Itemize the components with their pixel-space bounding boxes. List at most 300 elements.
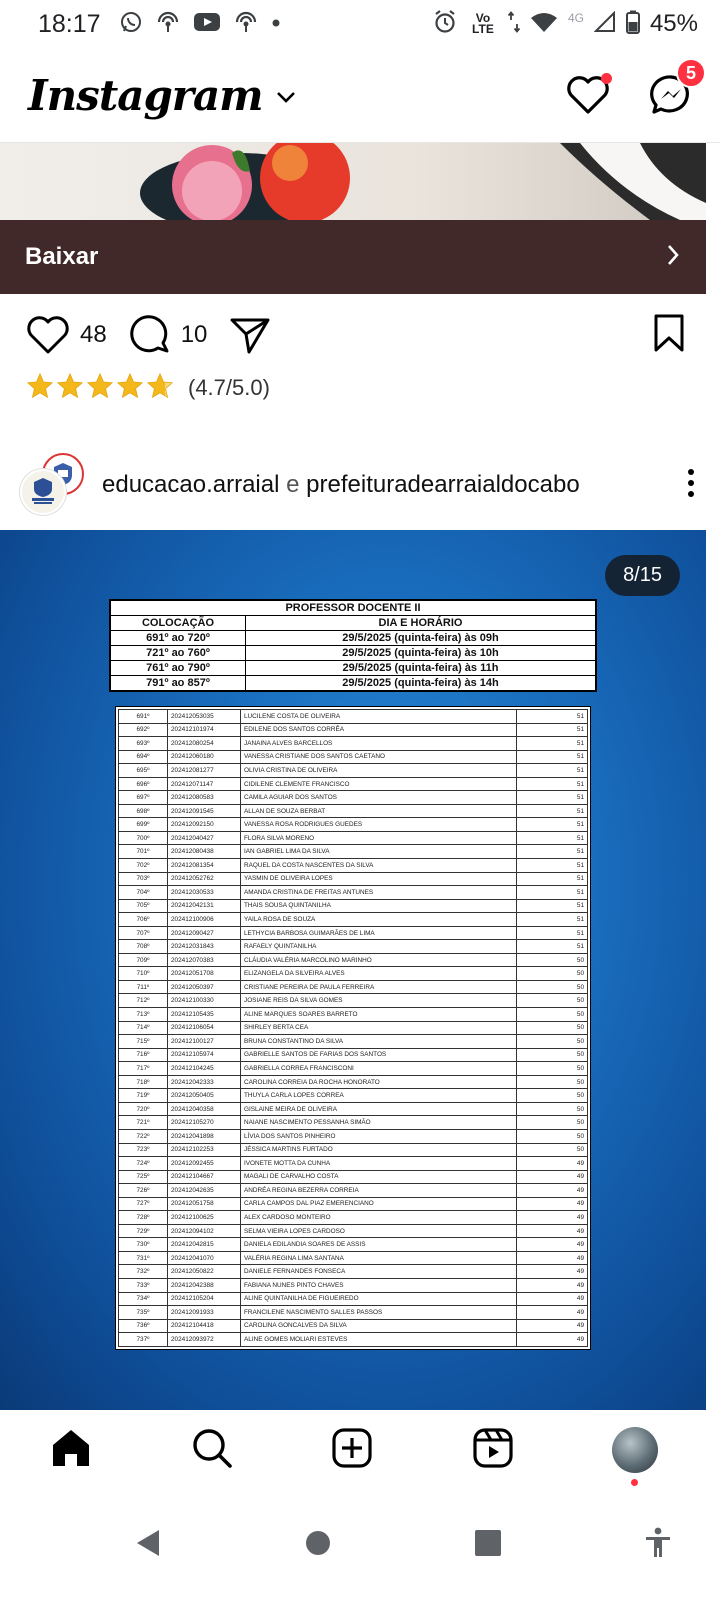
fruit-bowl-image [0, 143, 706, 220]
candidate-position: 733º [119, 1278, 168, 1292]
candidate-name: JÉSSICA MARTINS FURTADO [241, 1143, 517, 1157]
candidate-position: 728º [119, 1211, 168, 1225]
candidate-row [119, 967, 588, 981]
candidate-score: 50 [517, 1143, 588, 1157]
status-notification-icons [119, 10, 281, 39]
heart-icon [26, 315, 70, 355]
share-button[interactable] [229, 315, 271, 355]
candidate-position: 704º [119, 886, 168, 900]
candidate-position: 696º [119, 777, 168, 791]
candidate-row [119, 1238, 588, 1252]
candidate-name: DANIELA EDILANDIA SOARES DE ASSIS [241, 1238, 517, 1252]
candidate-registration: 202412081277 [168, 764, 241, 778]
candidate-score: 50 [517, 967, 588, 981]
candidate-name: CLÁUDIA VALÉRIA MARCOLINO MARINHO [241, 953, 517, 967]
bookmark-icon [652, 313, 686, 353]
candidate-position: 694º [119, 750, 168, 764]
candidate-row [119, 980, 588, 994]
schedule-table [109, 599, 597, 692]
status-time: 18:17 [38, 9, 101, 38]
candidate-row [119, 1278, 588, 1292]
candidate-position: 710º [119, 967, 168, 981]
candidate-name: LÍVIA DOS SANTOS PINHEIRO [241, 1129, 517, 1143]
candidate-row [119, 737, 588, 751]
candidate-score: 50 [517, 1075, 588, 1089]
candidate-row [119, 750, 588, 764]
candidate-score: 49 [517, 1197, 588, 1211]
candidate-position: 722º [119, 1129, 168, 1143]
candidate-score: 49 [517, 1251, 588, 1265]
candidate-row [119, 1306, 588, 1320]
create-icon [331, 1427, 373, 1469]
instagram-logo[interactable]: Instagram [28, 70, 263, 120]
wifi-icon [530, 11, 558, 38]
candidate-name: BRUNA CONSTANTINO DA SILVA [241, 1035, 517, 1049]
candidate-position: 718º [119, 1075, 168, 1089]
candidates-table [115, 706, 591, 1350]
candidate-score: 49 [517, 1184, 588, 1198]
notification-dot [601, 73, 612, 84]
accessibility-icon [644, 1527, 672, 1559]
candidate-position: 735º [119, 1306, 168, 1320]
candidate-registration: 202412094102 [168, 1224, 241, 1238]
schedule-datetime: 29/5/2025 (quinta-feira) às 11h [246, 661, 596, 676]
candidate-name: ALINE GOMES MOLIARI ESTEVES [241, 1333, 517, 1347]
candidate-row [119, 1116, 588, 1130]
candidate-registration: 202412104245 [168, 1062, 241, 1076]
more-options-button[interactable] [686, 468, 696, 503]
candidate-score: 50 [517, 1089, 588, 1103]
messages-badge: 5 [676, 58, 706, 88]
more-vertical-icon [686, 468, 696, 498]
candidate-name: CIDILENE CLEMENTE FRANCISCO [241, 777, 517, 791]
candidate-name: NAIANE NASCIMENTO PESSANHA SIMÃO [241, 1116, 517, 1130]
accessibility-button[interactable] [644, 1527, 672, 1564]
candidate-position: 692º [119, 723, 168, 737]
candidate-registration: 202412092150 [168, 818, 241, 832]
candidate-name: JOSIANE REIS DA SILVA GOMES [241, 994, 517, 1008]
status-bar [0, 0, 720, 48]
candidate-registration: 202412041898 [168, 1129, 241, 1143]
candidate-row [119, 831, 588, 845]
candidate-position: 730º [119, 1238, 168, 1252]
candidate-row [119, 845, 588, 859]
candidate-registration: 202412080438 [168, 845, 241, 859]
search-icon [191, 1427, 233, 1469]
candidate-score: 50 [517, 1102, 588, 1116]
candidate-row [119, 1292, 588, 1306]
candidate-position: 697º [119, 791, 168, 805]
candidate-registration: 202412050822 [168, 1265, 241, 1279]
nav-home[interactable] [50, 1427, 92, 1474]
candidate-registration: 202412071147 [168, 777, 241, 791]
candidate-score: 49 [517, 1157, 588, 1171]
candidate-score: 51 [517, 859, 588, 873]
candidate-registration: 202412060180 [168, 750, 241, 764]
nav-profile[interactable] [612, 1427, 658, 1473]
ad-image[interactable] [0, 143, 706, 220]
chevron-down-icon[interactable] [275, 90, 297, 109]
candidate-row [119, 940, 588, 954]
candidate-name: YAILA ROSA DE SOUZA [241, 913, 517, 927]
candidate-row [119, 953, 588, 967]
candidate-row [119, 1102, 588, 1116]
schedule-range: 691º ao 720º [111, 631, 246, 646]
candidate-registration: 202412100127 [168, 1035, 241, 1049]
candidate-name: CAMILA AGUIAR DOS SANTOS [241, 791, 517, 805]
candidate-score: 49 [517, 1211, 588, 1225]
schedule-range: 761º ao 790º [111, 661, 246, 676]
candidate-row [119, 1062, 588, 1076]
candidate-row [119, 791, 588, 805]
candidate-score: 51 [517, 710, 588, 724]
candidate-name: DANIELE FERNANDES FONSECA [241, 1265, 517, 1279]
candidate-registration: 202412105974 [168, 1048, 241, 1062]
candidate-name: IAN GABRIEL LIMA DA SILVA [241, 845, 517, 859]
battery-icon [626, 10, 640, 39]
messenger-button[interactable] [650, 62, 696, 116]
candidate-name: SHIRLEY BERTA CEA [241, 1021, 517, 1035]
collab-avatars[interactable] [20, 453, 90, 517]
candidate-name: ANDRÉA REGINA BEZERRA CORREIA [241, 1184, 517, 1198]
candidate-registration: 202412040427 [168, 831, 241, 845]
schedule-datetime: 29/5/2025 (quinta-feira) às 09h [246, 631, 596, 646]
candidate-row [119, 764, 588, 778]
candidate-position: 703º [119, 872, 168, 886]
candidate-position: 693º [119, 737, 168, 751]
candidate-name: ALINE QUINTANILHA DE FIGUEIREDO [241, 1292, 517, 1306]
home-icon [50, 1427, 92, 1469]
candidate-registration: 202412051758 [168, 1197, 241, 1211]
alarm-icon [432, 9, 458, 40]
notifications-button[interactable] [566, 75, 610, 115]
candidate-registration: 202412092455 [168, 1157, 241, 1171]
candidate-row [119, 1048, 588, 1062]
candidate-score: 51 [517, 723, 588, 737]
comment-count: 10 [180, 321, 208, 348]
schedule-row [111, 676, 596, 691]
candidate-score: 51 [517, 926, 588, 940]
candidate-name: AMANDA CRISTINA DE FREITAS ANTUNES [241, 886, 517, 900]
candidate-registration: 202412052762 [168, 872, 241, 886]
signal-icon [594, 11, 616, 38]
post-authors [102, 471, 580, 499]
candidate-row [119, 1170, 588, 1184]
candidate-score: 50 [517, 1008, 588, 1022]
candidate-name: RAQUEL DA COSTA NASCENTES DA SILVA [241, 859, 517, 873]
system-recents-button[interactable] [474, 1529, 502, 1562]
candidate-row [119, 1089, 588, 1103]
candidate-row [119, 886, 588, 900]
candidate-score: 51 [517, 886, 588, 900]
candidate-row [119, 710, 588, 724]
candidate-registration: 202412041070 [168, 1251, 241, 1265]
star-icon [56, 372, 84, 405]
candidate-score: 49 [517, 1292, 588, 1306]
candidate-name: ALEX CARDOSO MONTEIRO [241, 1211, 517, 1225]
candidate-score: 51 [517, 791, 588, 805]
candidate-registration: 202412042388 [168, 1278, 241, 1292]
candidate-registration: 202412090427 [168, 926, 241, 940]
candidate-name: GABRIELLA CORREA FRANCISCONI [241, 1062, 517, 1076]
candidate-name: CRISTIANE PEREIRA DE PAULA FERREIRA [241, 980, 517, 994]
candidate-position: 713º [119, 1008, 168, 1022]
chevron-right-icon [665, 243, 681, 272]
candidate-score: 50 [517, 1048, 588, 1062]
candidate-position: 705º [119, 899, 168, 913]
candidate-registration: 202412070383 [168, 953, 241, 967]
candidate-registration: 202412100625 [168, 1211, 241, 1225]
network-type: 4G [567, 11, 584, 25]
candidate-name: THUYLA CARLA LOPES CORREA [241, 1089, 517, 1103]
candidate-position: 700º [119, 831, 168, 845]
bottom-navigation [0, 1412, 720, 1488]
candidate-position: 706º [119, 913, 168, 927]
candidate-score: 49 [517, 1306, 588, 1320]
candidate-score: 51 [517, 737, 588, 751]
candidate-name: ELIZANGELA DA SILVEIRA ALVES [241, 967, 517, 981]
candidate-row [119, 1251, 588, 1265]
candidate-registration: 202412106054 [168, 1021, 241, 1035]
profile-avatar [612, 1427, 658, 1473]
back-icon [134, 1528, 162, 1558]
candidate-row [119, 1211, 588, 1225]
candidate-score: 51 [517, 804, 588, 818]
candidate-row [119, 777, 588, 791]
candidate-position: 719º [119, 1089, 168, 1103]
candidate-score: 49 [517, 1238, 588, 1252]
download-cta-label: Baixar [25, 243, 99, 270]
save-button[interactable] [652, 313, 686, 358]
candidate-registration: 202412050405 [168, 1089, 241, 1103]
candidate-name: OLIVIA CRISTINA DE OLIVEIRA [241, 764, 517, 778]
candidate-registration: 202412080254 [168, 737, 241, 751]
candidate-score: 50 [517, 1129, 588, 1143]
candidate-registration: 202412080583 [168, 791, 241, 805]
volte-indicator: Vo LTE [472, 11, 494, 36]
system-home-button[interactable] [304, 1529, 332, 1562]
candidate-position: 726º [119, 1184, 168, 1198]
header-actions [566, 62, 696, 116]
candidate-registration: 202412104667 [168, 1170, 241, 1184]
comment-icon [129, 314, 171, 356]
candidate-position: 708º [119, 940, 168, 954]
candidate-score: 51 [517, 764, 588, 778]
candidate-row [119, 1143, 588, 1157]
candidate-position: 711º [119, 980, 168, 994]
candidate-registration: 202412081354 [168, 859, 241, 873]
like-count: 48 [80, 321, 107, 348]
candidate-score: 50 [517, 1035, 588, 1049]
candidate-registration: 202412042333 [168, 1075, 241, 1089]
candidate-name: MAGALI DE CARVALHO COSTA [241, 1170, 517, 1184]
post-image[interactable] [0, 530, 706, 1410]
schedule-row [111, 661, 596, 676]
candidate-name: FABIANA NUNES PINTO CHAVES [241, 1278, 517, 1292]
author-username-1[interactable]: educacao.arraial [102, 471, 280, 498]
candidate-row [119, 1319, 588, 1333]
candidate-row [119, 994, 588, 1008]
candidate-position: 698º [119, 804, 168, 818]
candidate-name: ALLAN DE SOUZA BERBAT [241, 804, 517, 818]
schedule-row [111, 646, 596, 661]
candidate-score: 51 [517, 872, 588, 886]
system-navigation [0, 1490, 720, 1600]
candidate-score: 51 [517, 845, 588, 859]
candidate-name: CAROLINA CORREIA DA ROCHA HONORATO [241, 1075, 517, 1089]
schedule-range: 721º ao 760º [111, 646, 246, 661]
candidate-position: 724º [119, 1157, 168, 1171]
candidate-name: GISLAINE MEIRA DE OLIVEIRA [241, 1102, 517, 1116]
candidate-name: FRANCILENE NASCIMENTO SALLES PASSOS [241, 1306, 517, 1320]
candidate-score: 49 [517, 1265, 588, 1279]
candidate-score: 50 [517, 1116, 588, 1130]
candidate-row [119, 872, 588, 886]
post-actions [26, 312, 686, 358]
candidate-score: 49 [517, 1278, 588, 1292]
candidate-registration: 202412105270 [168, 1116, 241, 1130]
candidate-position: 734º [119, 1292, 168, 1306]
slide-counter: 8/15 [605, 555, 680, 596]
candidate-name: VANESSA CRISTIANE DOS SANTOS CAETANO [241, 750, 517, 764]
candidate-position: 721º [119, 1116, 168, 1130]
candidate-position: 691º [119, 710, 168, 724]
candidate-name: LETHYCIA BARBOSA GUIMARÃES DE LIMA [241, 926, 517, 940]
schedule-datetime: 29/5/2025 (quinta-feira) às 14h [246, 676, 596, 691]
candidate-registration: 202412105204 [168, 1292, 241, 1306]
candidate-score: 51 [517, 831, 588, 845]
candidate-row [119, 1265, 588, 1279]
reels-icon [472, 1427, 514, 1469]
candidate-name: LUCILENE COSTA DE OLIVEIRA [241, 710, 517, 724]
candidate-name: ALINE MARQUES SOARES BARRETO [241, 1008, 517, 1022]
candidate-row [119, 1333, 588, 1347]
candidate-registration: 202412053035 [168, 710, 241, 724]
candidate-name: SELMA VIEIRA LOPES CARDOSO [241, 1224, 517, 1238]
candidate-row [119, 1184, 588, 1198]
candidate-row [119, 1008, 588, 1022]
candidate-score: 50 [517, 1021, 588, 1035]
candidate-position: 716º [119, 1048, 168, 1062]
candidate-registration: 202412042635 [168, 1184, 241, 1198]
schedule-datetime: 29/5/2025 (quinta-feira) às 10h [246, 646, 596, 661]
star-icon [86, 372, 114, 405]
nav-search[interactable] [191, 1427, 233, 1474]
candidate-name: VANESSA ROSA RODRIGUES GUEDES [241, 818, 517, 832]
candidate-registration: 202412102253 [168, 1143, 241, 1157]
candidate-registration: 202412091545 [168, 804, 241, 818]
candidate-row [119, 1129, 588, 1143]
candidate-score: 51 [517, 940, 588, 954]
candidate-position: 701º [119, 845, 168, 859]
candidate-score: 50 [517, 953, 588, 967]
candidate-registration: 202412104418 [168, 1319, 241, 1333]
candidate-position: 725º [119, 1170, 168, 1184]
candidate-position: 737º [119, 1333, 168, 1347]
candidate-position: 729º [119, 1224, 168, 1238]
candidate-position: 715º [119, 1035, 168, 1049]
candidate-score: 51 [517, 913, 588, 927]
candidate-score: 51 [517, 750, 588, 764]
candidate-registration: 202412100330 [168, 994, 241, 1008]
candidate-name: GABRIELLE SANTOS DE FARIAS DOS SANTOS [241, 1048, 517, 1062]
hotspot-icon [233, 10, 259, 39]
download-cta-bar[interactable] [0, 220, 706, 294]
rating-text: (4.7/5.0) [188, 375, 270, 400]
nav-reels[interactable] [472, 1427, 514, 1474]
candidate-score: 49 [517, 1319, 588, 1333]
candidate-row [119, 926, 588, 940]
send-icon [229, 315, 271, 355]
candidate-name: CARLA CAMPOS DAL PIAZ EMERENCIANO [241, 1197, 517, 1211]
candidate-row [119, 1197, 588, 1211]
candidate-name: IVONETE MOTTA DA CUNHA [241, 1157, 517, 1171]
nav-create[interactable] [331, 1427, 373, 1474]
data-arrows-icon [508, 11, 520, 38]
candidate-registration: 202412093972 [168, 1333, 241, 1347]
star-icon [146, 372, 174, 405]
candidate-position: 731º [119, 1251, 168, 1265]
candidate-name: RAFAELY QUINTANILHA [241, 940, 517, 954]
author-username-2[interactable]: prefeituradearraialdocabo [306, 471, 580, 498]
candidate-score: 51 [517, 818, 588, 832]
candidate-row [119, 804, 588, 818]
candidate-registration: 202412101974 [168, 723, 241, 737]
candidate-score: 50 [517, 980, 588, 994]
candidate-position: 699º [119, 818, 168, 832]
candidate-registration: 202412100906 [168, 913, 241, 927]
candidate-position: 714º [119, 1021, 168, 1035]
candidate-row [119, 818, 588, 832]
candidate-row [119, 1224, 588, 1238]
star-icon [26, 372, 54, 405]
candidate-row [119, 1021, 588, 1035]
hotspot-icon [155, 10, 181, 39]
rating-stars [26, 372, 174, 405]
candidate-name: EDILENE DOS SANTOS CORRÊA [241, 723, 517, 737]
status-system-icons [432, 9, 698, 40]
author-separator: e [286, 471, 300, 498]
system-back-button[interactable] [134, 1528, 162, 1563]
candidate-name: JANAINA ALVES BARCELLOS [241, 737, 517, 751]
dot-icon [271, 15, 281, 33]
schedule-row [111, 631, 596, 646]
youtube-icon [193, 11, 221, 38]
candidate-registration: 202412105435 [168, 1008, 241, 1022]
candidate-score: 51 [517, 899, 588, 913]
candidate-position: 720º [119, 1102, 168, 1116]
candidate-registration: 202412040358 [168, 1102, 241, 1116]
whatsapp-icon [119, 10, 143, 39]
candidate-registration: 202412051708 [168, 967, 241, 981]
candidate-position: 702º [119, 859, 168, 873]
candidate-row [119, 723, 588, 737]
recents-icon [474, 1529, 502, 1557]
comment-button[interactable] [129, 314, 208, 356]
candidate-row [119, 1035, 588, 1049]
profile-notification-dot [631, 1479, 638, 1486]
battery-percent: 45% [649, 10, 698, 37]
candidate-name: THAIS SOUSA QUINTANILHA [241, 899, 517, 913]
candidate-position: 712º [119, 994, 168, 1008]
candidate-registration: 202412091933 [168, 1306, 241, 1320]
candidate-score: 50 [517, 1062, 588, 1076]
like-button[interactable] [26, 315, 107, 355]
schedule-col-datetime: DIA E HORÁRIO [246, 616, 596, 631]
home-circle-icon [304, 1529, 332, 1557]
star-icon [116, 372, 144, 405]
candidate-row [119, 913, 588, 927]
